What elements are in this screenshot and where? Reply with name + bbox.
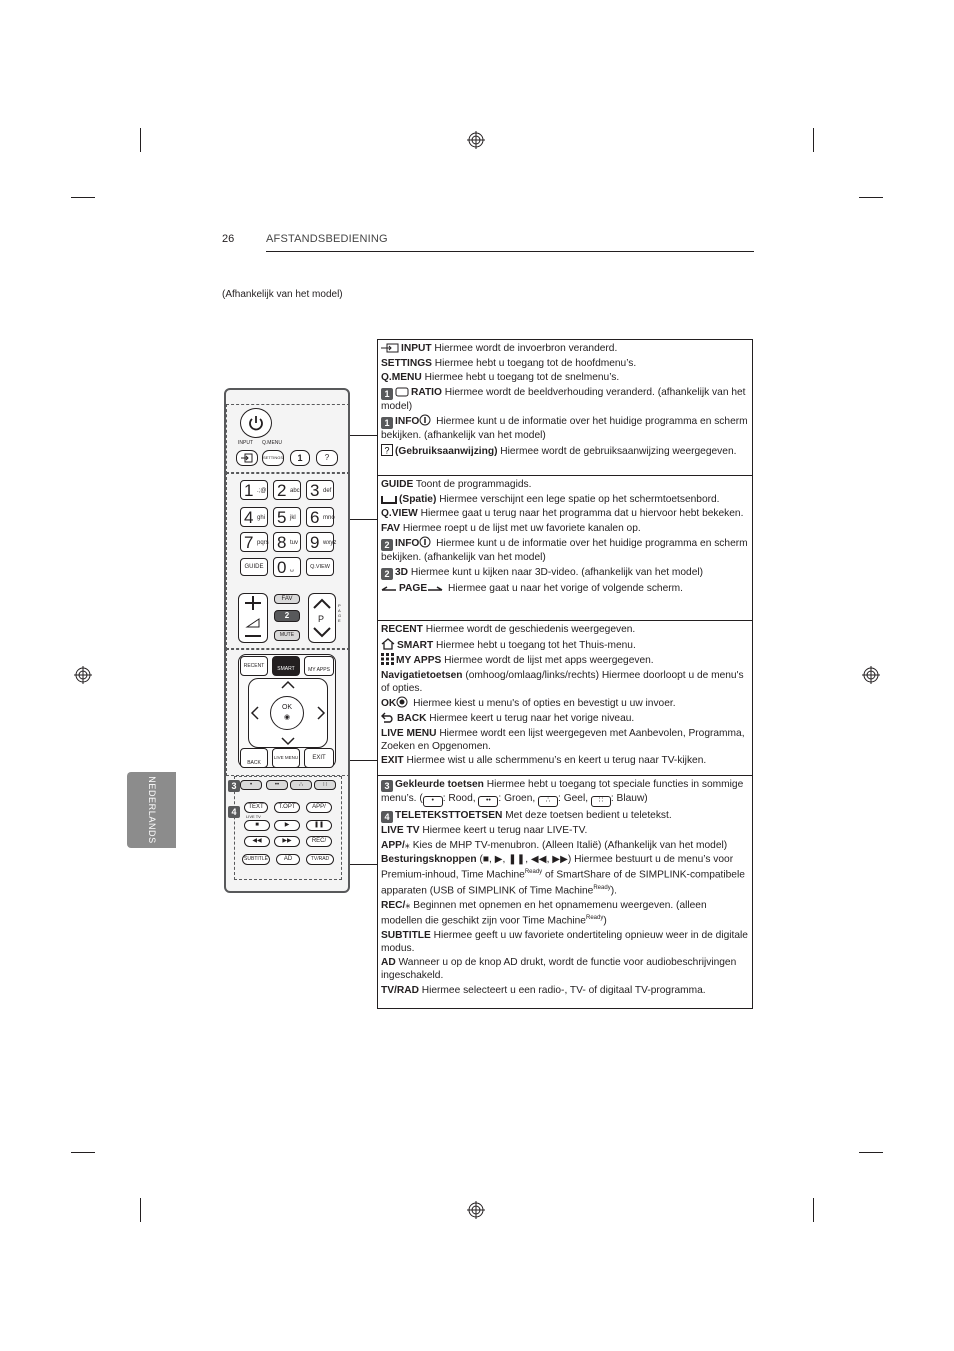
num-digit: 5 (277, 508, 287, 527)
question-icon (381, 444, 393, 456)
volume-rocker[interactable] (238, 593, 268, 643)
desc-line: 4 TELETEKSTTOETSEN Met deze toetsen bedient u teletekst. (381, 809, 749, 823)
description-table (377, 339, 753, 1009)
page-left-arrow-icon (381, 585, 397, 593)
num-9-button[interactable] (306, 532, 337, 552)
num-digit: 2 (277, 481, 287, 500)
connector-line (350, 519, 377, 520)
topt-button[interactable]: T.OPT (274, 802, 300, 813)
desc-line: Besturingsknoppen (■, ▶, ❚❚, ◀◀, ▶▶) Hiermee bestuurt u de menu’s voor Premium-inhoud, Time Machine$^{Ready}$ of SmartShare of de SIMPLINK-compatibele apparaten (USB of SIMPLINK of Time Machine$^{Ready}$). (381, 854, 745, 897)
channel-p-label: P (318, 614, 325, 624)
input-icon (381, 343, 399, 353)
num-digit: 9 (310, 533, 320, 552)
desc-line: EXIT Hiermee wist u alle schermmenu’s en keert u terug naar TV-kijken. (381, 755, 707, 767)
badge-1: 1 (381, 417, 393, 429)
user-guide-button[interactable] (316, 450, 338, 466)
tvrad-button[interactable]: TV/RAD (306, 854, 334, 865)
connector-line (350, 864, 377, 865)
num-letters: wxyz (323, 540, 337, 546)
desc-section-3 (378, 621, 752, 776)
badge-3: 3 (381, 780, 393, 792)
guide-button[interactable]: GUIDE (240, 558, 268, 576)
badge-4: 4 (381, 811, 393, 823)
yellow-button[interactable]: ∴ (290, 780, 312, 790)
num-digit: 8 (277, 533, 287, 552)
connector-line (350, 435, 377, 436)
num-digit: 3 (310, 481, 320, 500)
info-icon (419, 536, 431, 548)
back-button[interactable]: BACK (240, 748, 268, 768)
play-button[interactable]: ▶ (274, 820, 300, 831)
num-5-button[interactable] (273, 507, 301, 527)
desc-line: OK Hiermee kiest u menu's of opties en bevestigt u uw invoer. (381, 698, 676, 710)
desc-line: 2 INFO Hiermee kunt u de informatie over het huidige programma en scherm bekijken. (afhankelijk van het model) (381, 538, 748, 564)
desc-section-4 (378, 776, 752, 1010)
section-title: AFSTANDSBEDIENING (266, 233, 388, 245)
my-apps-button[interactable] (304, 656, 334, 676)
num-8-button[interactable] (273, 532, 301, 552)
back-arrow-icon (381, 712, 395, 723)
recent-button[interactable]: RECENT (240, 656, 268, 676)
num-2-button[interactable] (273, 480, 301, 500)
language-tab (127, 772, 176, 848)
desc-line: Q.VIEW Hiermee gaat u terug naar het programma dat u hiervoor hebt bekeken. (381, 508, 744, 520)
desc-line: (Spatie) Hiermee verschijnt een lege spatie op het schermtoetsenbord. (381, 493, 749, 506)
registration-mark-icon (467, 131, 485, 149)
desc-line: TV/RAD Hiermee selecteert u een radio-, TV- of digitaal TV-programma. (381, 984, 706, 996)
desc-section-2 (378, 476, 752, 621)
subtitle-button[interactable]: SUBTITLE (242, 854, 270, 865)
mute-button[interactable]: MUTE (274, 630, 300, 641)
language-tab-label: NEDERLANDS (146, 776, 157, 844)
question-icon: ? (324, 453, 330, 462)
registration-mark-icon (862, 666, 880, 684)
registration-mark-icon (467, 1201, 485, 1219)
ok-label: OK (281, 704, 293, 711)
num-letters: tuv (290, 540, 299, 546)
num-digit: 4 (244, 508, 254, 527)
space-icon: ␣ (290, 566, 294, 572)
desc-line: ? (Gebruiksaanwijzing) Hiermee wordt de gebruiksaanwijzing weergegeven. (381, 444, 749, 458)
desc-line: PAGE Hiermee gaat u naar het vorige of volgende scherm. (381, 582, 749, 595)
ok-dot-icon: ◉ (283, 714, 291, 721)
desc-line: AD Wanneer u op de knop AD drukt, wordt de functie voor audiobeschrijvingen ingeschakeld. (381, 957, 737, 982)
power-icon (247, 414, 265, 432)
desc-line: 1 RATIO Hiermee wordt de beeldverhouding veranderd. (afhankelijk van het model) (381, 386, 746, 412)
badge-1: 1 (381, 388, 393, 400)
ok-button[interactable] (270, 696, 304, 730)
text-button[interactable]: TEXT (244, 802, 268, 813)
num-letters: ghi (257, 515, 266, 521)
3d-button[interactable]: 2 (274, 610, 300, 622)
num-letters: def (323, 488, 332, 494)
num-6-button[interactable] (306, 507, 334, 527)
num-digit: 1 (244, 481, 254, 500)
stop-button[interactable]: ■ (244, 820, 270, 831)
green-key-icon: •• (478, 796, 498, 807)
input-icon (241, 453, 253, 463)
desc-line: Navigatietoetsen (omhoog/omlaag/links/rechts) Hiermee doorloopt u de menu's of opties. (381, 669, 744, 694)
num-0-button[interactable] (273, 557, 301, 577)
desc-line: Q.MENU Hiermee hebt u toegang tot de snelmenu’s. (381, 372, 620, 384)
smart-label: SMART (277, 666, 295, 672)
crop-mark (859, 197, 883, 198)
num-digit: 0 (277, 558, 287, 577)
info-icon (419, 414, 431, 426)
volume-icon (239, 594, 267, 642)
svg-text:?: ? (384, 445, 390, 456)
ratio-icon (395, 387, 409, 397)
blue-key-icon: ∷ (591, 796, 611, 807)
num-1-button[interactable] (240, 480, 268, 500)
fav-button[interactable]: FAV (274, 594, 300, 604)
desc-line: APP/⁎ Kies de MHP TV-menubron. (Alleen Italië) (Afhankelijk van het model) (381, 839, 728, 851)
ad-button[interactable]: AD (276, 854, 300, 865)
forward-button[interactable]: ▶▶ (274, 836, 300, 847)
num-letters: pqrs (257, 540, 269, 546)
yellow-key-icon: ∴ (538, 796, 558, 807)
green-button[interactable]: •• (266, 780, 288, 790)
desc-line: RECENT Hiermee wordt de geschiedenis weergegeven. (381, 624, 636, 635)
desc-line: 2 3D Hiermee kunt u kijken naar 3D-video. (afhankelijk van het model) (381, 566, 749, 580)
num-4-button[interactable] (240, 507, 268, 527)
apps-grid-icon (381, 653, 394, 665)
desc-line: MY APPS Hiermee wordt de lijst met apps weergegeven. (381, 653, 749, 667)
page-right-arrow-icon (427, 585, 443, 593)
exit-button[interactable]: EXIT (304, 748, 334, 768)
crop-mark (813, 128, 814, 152)
remote-control (224, 388, 350, 893)
crop-mark (71, 197, 95, 198)
my-apps-label: MY APPS (308, 667, 330, 673)
red-key-icon: • (423, 796, 443, 807)
num-letters: abc (290, 488, 300, 494)
desc-line: GUIDE Toont de programmagids. (381, 479, 532, 490)
desc-line: FAV Hiermee roept u de lijst met uw favoriete kanalen op. (381, 522, 641, 534)
app-button[interactable]: APP/ (306, 802, 332, 813)
pause-button[interactable]: ❚❚ (306, 820, 332, 831)
desc-line: SUBTITLE Hiermee geeft u uw favoriete ondertiteling opnieuw weer in de digitale modus. (381, 929, 748, 954)
asterisk-icon: ⁎ (404, 839, 410, 851)
registration-mark-icon (74, 666, 92, 684)
desc-line: LIVE TV Hiermee keert u terug naar LIVE-TV. (381, 825, 588, 837)
model-note: (Afhankelijk van het model) (222, 289, 343, 300)
crop-mark (859, 1152, 883, 1153)
num-digit: 7 (244, 533, 254, 552)
space-icon (381, 494, 397, 504)
badge-4: 4 (228, 806, 240, 818)
red-button[interactable]: • (240, 780, 262, 790)
desc-line: BACK Hiermee keert u terug naar het vorige niveau. (381, 712, 749, 725)
input-label: INPUT (238, 440, 253, 446)
desc-line: REC/⁎ Beginnen met opnemen en het opnamemenu weergeven. (alleen modellen die geschikt zijn voor Time Machine$^{Ready}$) (381, 899, 707, 927)
badge-2: 2 (381, 539, 393, 551)
page-number: 26 (222, 233, 235, 245)
power-button[interactable] (240, 408, 272, 438)
qmenu-label: Q.MENU (262, 440, 282, 446)
blue-button[interactable]: ∷ (314, 780, 336, 790)
desc-line: SMART Hiermee hebt u toegang tot het Thuis-menu. (381, 638, 749, 652)
input-button[interactable] (236, 450, 258, 466)
crop-mark (140, 128, 141, 152)
desc-line: LIVE MENU Hiermee wordt een lijst weergegeven met Aanbevolen, Programma, Zoeken en Opgenomen. (381, 727, 745, 752)
badge-2: 2 (381, 568, 393, 580)
num-letters: mno (323, 515, 335, 521)
asterisk-icon: ⁎ (405, 899, 411, 911)
desc-line: SETTINGS Hiermee hebt u toegang tot de hoofdmenu’s. (381, 357, 637, 369)
header-rule (266, 251, 754, 252)
desc-section-1 (378, 340, 752, 476)
num-letters: jkl (290, 515, 296, 521)
connector-line (350, 760, 377, 761)
ratio-button[interactable]: 1 (290, 450, 310, 466)
num-3-button[interactable] (306, 480, 334, 500)
crop-mark (71, 1152, 95, 1153)
desc-line: 1 INFO Hiermee kunt u de informatie over het huidige programma en scherm bekijken. (afhankelijk van het model) (381, 416, 748, 442)
ok-dot-icon (396, 696, 408, 708)
crop-mark (140, 1198, 141, 1222)
num-7-button[interactable] (240, 532, 268, 552)
num-digit: 6 (310, 508, 320, 527)
crop-mark (813, 1198, 814, 1222)
rewind-button[interactable]: ◀◀ (244, 836, 270, 847)
page-vertical-label: PAGE (338, 603, 342, 623)
badge-3: 3 (228, 780, 240, 792)
desc-line: INPUT Hiermee wordt de invoerbron veranderd. (381, 342, 749, 355)
qview-button[interactable]: Q.VIEW (306, 558, 334, 576)
rec-button[interactable]: REC/ (306, 836, 332, 847)
home-icon (381, 638, 395, 650)
live-tv-label: LIVE TV (246, 814, 261, 819)
smart-button[interactable] (272, 656, 300, 676)
desc-line: 3 Gekleurde toetsen Hiermee hebt u toegang tot speciale functies in sommige menu’s. ( • : Rood, •• : Groen, ∴ : Geel, ∷ : Blauw) (381, 778, 749, 807)
live-menu-button[interactable]: LIVE MENU (272, 748, 300, 768)
num-letters: .;@ (257, 488, 267, 494)
settings-button[interactable]: SETTINGS (262, 450, 284, 466)
